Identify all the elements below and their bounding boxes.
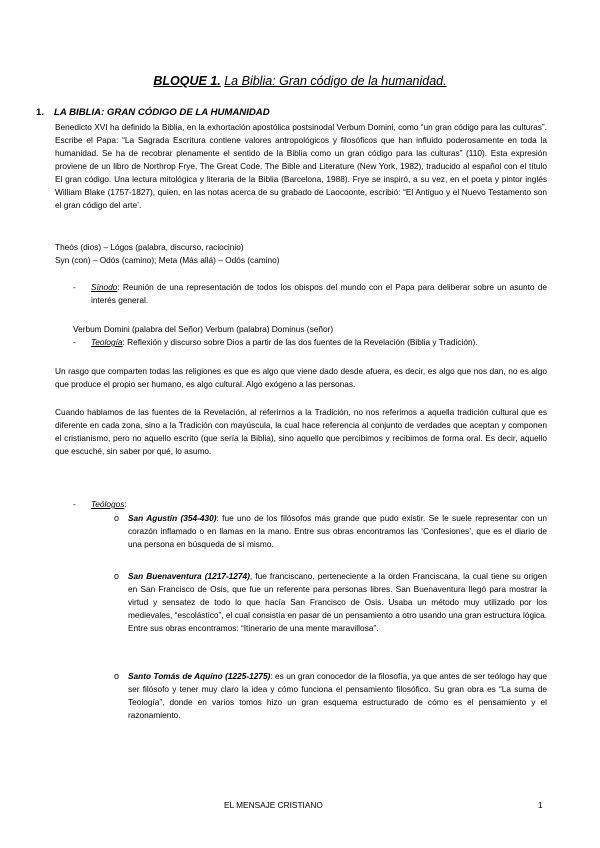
teologos-label: Teólogos:: [91, 499, 127, 509]
section-number: 1.: [36, 107, 45, 118]
dash-bullet-icon: -: [73, 282, 76, 292]
dash-bullet-icon: -: [73, 337, 76, 347]
section-heading-text: LA BIBLIA: GRAN CÓDIGO DE LA HUMANIDAD: [54, 107, 270, 118]
circle-bullet-icon: o: [114, 513, 120, 523]
theologian-name: San Agustín (354-430): [128, 513, 217, 523]
etymology-line-1: Theós (dios) – Lógos (palabra, discurso, raciocinio): [55, 242, 244, 252]
theologian-entry: San Buenaventura (1217-1274), fue franciscano, perteneciente a la orden Franciscana, la cual tiene su origen en San Francisco de Osis, que fue un referente para personas libres. San Buenaventura llegó para mostrar la virtud y sensatez de todo lo que hacía San Francisco de Osis. Usaba un método muy utilizado por los medievales, “escolástico”, el cual consistía en pasar de un pensamiento a otro usando una gran estructura lógica. Entre sus obras encontramos: “Itinerario de una mente maravillosa”.: [128, 571, 547, 633]
verbum-domini-line: Verbum Domini (palabra del Señor) Verbum (palabra) Dominus (señor): [73, 324, 334, 334]
block-label: BLOQUE 1.: [153, 74, 221, 88]
sinodo-term: Sínodo: [91, 282, 118, 292]
theologian-entry: Santo Tomás de Aquino (1225-1275): es un gran conocedor de la filosofía, ya que antes de ser teólogo hay que ser filósofo y tener muy claro la idea y cómo funciona el pensamiento filosófico. Su gran obra es “La suma de Teología”, donde en varios tomos hizo un gran esquema estructurado de cómo es el pensamiento y el razonamiento.: [128, 671, 547, 720]
fuentes-paragraph: Cuando hablamos de las fuentes de la Revelación, al referirnos a la Tradición, no nos referimos a aquella tradición cultural que es diferente en cada zona, sino a la Tradición con mayúscula, la cual hace referencia al conjunto de verdades que aceptan y componen el cristianismo, pero no aquello escrito (que sería la Biblia), sino aquello que percibimos y recibimos de forma oral. Es decir, aquello que escuché, sin saber por qué, lo asumo.: [55, 407, 547, 456]
sinodo-definition: Sínodo: Reunión de una representación de todos los obispos del mundo con el Papa para deliberar sobre un asunto de interés general.: [91, 282, 547, 305]
intro-paragraph: Benedicto XVI ha definido la Biblia, en la exhortación apostólica postsinodal Verbum Domini, como “un gran código para las culturas”. Escribe el Papa: “La Sagrada Escritura contiene valores antropológicos y filosóficos que han influido poderosamente en toda la humanidad. Se ha de recobrar plenamente el sentido de la Biblia como un gran código para las culturas” (110). Esta expresión proviene de un libro de Northrop Frye, The Great Code. The Bible and Literature (New York, 1982), traducido al español con el título El gran código. Una lectura mitológica y literaria de la Biblia (Barcelona, 1988). Frye se inspiró, a su vez, en el poeta y pintor inglés William Blake (1757-1827), quien, en las notas acerca de su grabado de Laocoonte, escribió: “El Antiguo y el Nuevo Testamento son el gran código del arte’.: [55, 122, 547, 210]
theologian-name: San Buenaventura (1217-1274): [128, 571, 250, 581]
dash-bullet-icon: -: [73, 499, 76, 509]
teologia-term: Teología: [91, 337, 123, 347]
theologian-name: Santo Tomás de Aquino (1225-1275): [128, 671, 271, 681]
page-title: [0, 74, 600, 88]
theologian-entry: San Agustín (354-430): fue uno de los filósofos más grande que pudo existir. Se le suele representar con un corazón inflamado o en llamas en la mano. Entre sus obras encontramos las ‘Confesiones’, que es el diario de una persona en búsqueda de sí mismo.: [128, 513, 547, 549]
etymology-line-2: Syn (con) – Odós (camino); Meta (Más allá) – Odós (camino): [55, 255, 280, 265]
circle-bullet-icon: o: [114, 671, 120, 681]
rasgo-paragraph: Un rasgo que comparten todas las religiones es que es algo que viene dado desde afuera, es decir, es algo que nos dan, no es algo que produce el propio ser humano, es algo cultural. Algo exógeno a las personas.: [55, 366, 547, 389]
section-heading: [36, 107, 270, 118]
block-subtitle: La Biblia: Gran código de la humanidad.: [224, 74, 447, 88]
page-number: 1: [538, 800, 543, 810]
circle-bullet-icon: o: [114, 571, 120, 581]
teologia-definition: Teología: Reflexión y discurso sobre Dios a partir de las dos fuentes de la Revelación (Biblia y Tradición).: [91, 337, 478, 347]
footer-label: EL MENSAJE CRISTIANO: [224, 800, 323, 810]
